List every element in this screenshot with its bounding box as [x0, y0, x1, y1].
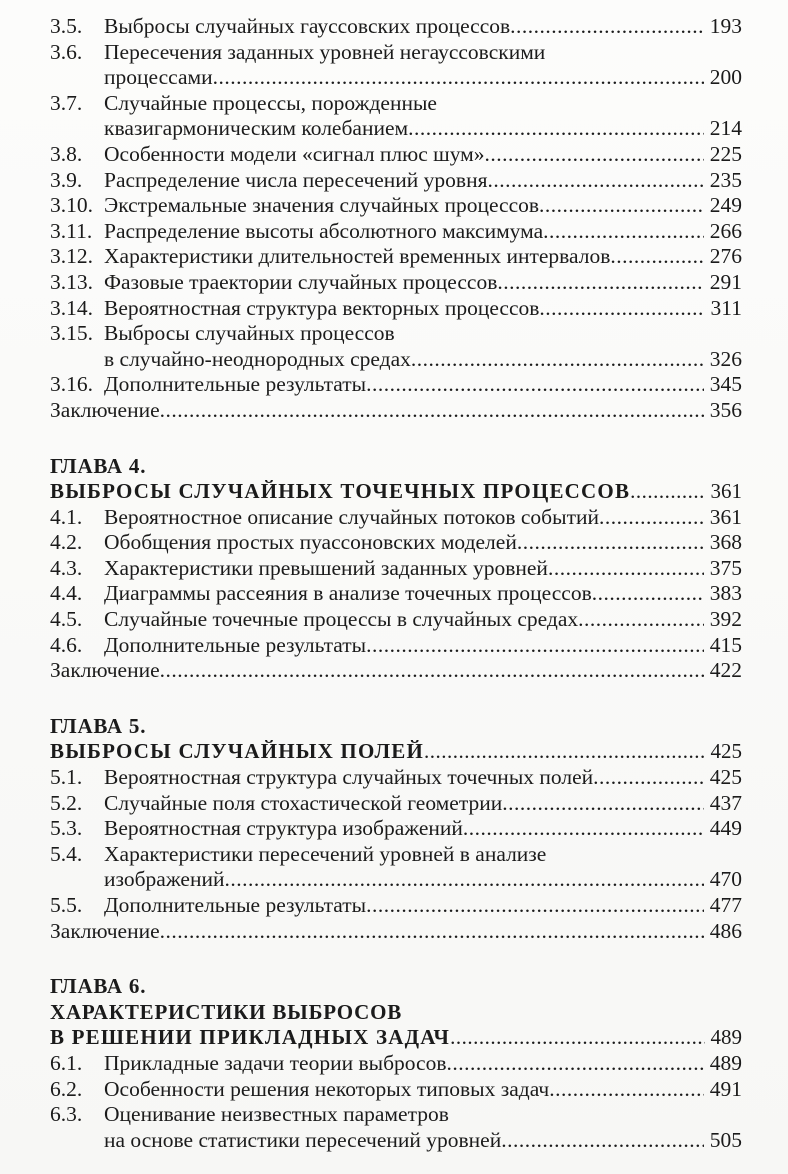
entry-body [104, 1051, 742, 1077]
dot-leader [411, 347, 704, 373]
chapter-title-text: ВЫБРОСЫ СЛУЧАЙНЫХ ПОЛЕЙ [50, 739, 425, 764]
entry-title-line [104, 607, 742, 633]
toc-entry [50, 321, 742, 372]
page-number: 311 [710, 295, 742, 320]
entry-title-text: Дополнительные результаты [104, 893, 367, 917]
entry-title-text: Дополнительные результаты [104, 632, 367, 657]
dot-leader [497, 270, 703, 296]
section-number: 3.5. [50, 14, 83, 38]
entry-title-line: Оценивание неизвестных параметров [104, 1102, 449, 1127]
section-number: 5.3. [50, 816, 83, 841]
toc-entry [50, 296, 742, 322]
section-number: 6.3. [50, 1102, 83, 1127]
dot-leader [366, 372, 704, 398]
toc-entry [50, 505, 742, 531]
section-number: 3.9. [50, 167, 83, 192]
toc-entry [50, 1102, 742, 1153]
page-number: 225 [709, 141, 742, 166]
entry-title-line [104, 1077, 742, 1103]
dot-leader [543, 219, 704, 245]
page-number: 193 [709, 14, 742, 38]
page-number: 505 [709, 1127, 742, 1152]
entry-title-line [104, 505, 742, 531]
section-number: 5.5. [50, 893, 83, 917]
entry-title-line: Случайные процессы, порожденные [104, 90, 437, 115]
section-number: 3.14. [50, 295, 93, 320]
dot-leader [630, 479, 704, 505]
toc-entry [50, 1077, 742, 1103]
entry-title-text: Случайные поля стохастической геометрии [104, 790, 503, 815]
entry-title-text: Дополнительные результаты [104, 372, 367, 397]
page-number: 345 [709, 372, 742, 397]
page-number: 491 [709, 1076, 742, 1101]
entry-title-line [104, 556, 742, 582]
entry-title-text: Вероятностная структура случайных точечных полей [104, 765, 594, 790]
toc-entry [50, 372, 742, 398]
entry-title-text: Особенности модели «сигнал плюс шум» [104, 141, 485, 166]
entry-body [104, 219, 742, 245]
entry-title-line [104, 168, 742, 194]
entry-title-text: Фазовые траектории случайных процессов [104, 269, 498, 294]
section-number: 4.5. [50, 607, 83, 632]
chapter-spacer [50, 424, 742, 454]
page-number: 392 [709, 607, 742, 632]
entry-title-line [104, 347, 742, 373]
entry-body [104, 1077, 742, 1103]
entry-body [104, 842, 742, 893]
entry-title-text: Заключение [50, 658, 160, 683]
page-number: 477 [709, 893, 742, 917]
dot-leader [408, 116, 704, 142]
entry-body [104, 142, 742, 168]
toc-entry [50, 40, 742, 91]
entry-title-text: на основе статистики пересечений уровней [104, 1127, 502, 1152]
entry-body [104, 244, 742, 270]
dot-leader [578, 607, 704, 633]
entry-body [104, 893, 742, 919]
section-number: 5.4. [50, 841, 83, 866]
entry-title-line [104, 270, 742, 296]
toc-entry [50, 556, 742, 582]
entry-title-text: Вероятностное описание случайных потоков событий [104, 504, 599, 529]
toc-entry [50, 14, 742, 40]
section-number: 5.2. [50, 790, 83, 815]
toc-entry [50, 398, 742, 424]
toc-entry [50, 791, 742, 817]
page-number: 422 [709, 658, 742, 683]
entry-title-line [104, 193, 742, 219]
section-number: 3.6. [50, 39, 83, 64]
entry-body [104, 193, 742, 219]
dot-leader [463, 816, 704, 842]
page-number: 383 [709, 581, 742, 606]
section-number: 3.15. [50, 321, 93, 346]
toc-entry [50, 193, 742, 219]
dot-leader [502, 791, 704, 817]
dot-leader [485, 142, 704, 168]
chapter-label: ГЛАВА 6. [50, 974, 147, 999]
toc-entry [50, 244, 742, 270]
toc-entry [50, 581, 742, 607]
entry-title-line [104, 14, 742, 40]
toc-entry [50, 842, 742, 893]
page-number: 489 [709, 1050, 742, 1075]
entry-title-text: Особенности решения некоторых типовых задач [104, 1076, 550, 1101]
dot-leader [539, 193, 704, 219]
page-number: 235 [709, 167, 742, 192]
dot-leader [225, 867, 704, 893]
page-number: 291 [709, 269, 742, 294]
section-number: 6.1. [50, 1050, 83, 1075]
page-number: 356 [709, 397, 742, 422]
section-number: 6.2. [50, 1076, 83, 1101]
table-of-contents [50, 14, 742, 1153]
entry-title-line [104, 867, 742, 893]
entry-title-text: квазигармоническим колебанием [104, 116, 409, 141]
entry-title-text: Обобщения простых пуассоновских моделей [104, 530, 517, 555]
dot-leader [610, 244, 703, 270]
dot-leader [450, 1025, 704, 1051]
page-number: 437 [709, 790, 742, 815]
entry-body [104, 581, 742, 607]
entry-body [104, 321, 742, 372]
entry-title-line [104, 1128, 742, 1154]
entry-body [50, 919, 742, 945]
page-number: 368 [709, 530, 742, 555]
chapter-title-line [50, 479, 742, 505]
toc-entry [50, 91, 742, 142]
entry-body [104, 633, 742, 659]
page-number: 249 [709, 193, 742, 218]
entry-title-text: Заключение [50, 397, 160, 422]
page-number: 361 [709, 504, 742, 529]
page-number: 470 [709, 867, 742, 892]
chapter-label: ГЛАВА 4. [50, 453, 147, 478]
toc-entry [50, 1051, 742, 1077]
dot-leader [366, 633, 704, 659]
entry-body [104, 372, 742, 398]
page-number: 486 [709, 918, 742, 943]
page-number: 415 [709, 632, 742, 657]
entry-body [50, 398, 742, 424]
entry-body [104, 168, 742, 194]
section-number: 3.7. [50, 90, 83, 115]
section-number: 3.16. [50, 372, 93, 397]
section-number: 4.4. [50, 581, 83, 606]
entry-title-line [104, 530, 742, 556]
entry-title-text: Характеристики превышений заданных уровней [104, 555, 548, 580]
entry-title-line [104, 893, 742, 919]
section-number: 3.12. [50, 244, 93, 269]
entry-title-text: Диаграммы рассеяния в анализе точечных процессов [104, 581, 592, 606]
entry-body [104, 505, 742, 531]
entry-body [104, 816, 742, 842]
entry-title-text: Вероятностная структура изображений [104, 816, 463, 841]
dot-leader [510, 14, 704, 40]
entry-title-text: Распределение высоты абсолютного максимума [104, 218, 544, 243]
dot-leader [593, 765, 704, 791]
entry-title-line [104, 219, 742, 245]
toc-entry [50, 816, 742, 842]
toc-entry [50, 270, 742, 296]
page-number: 425 [709, 765, 742, 790]
chapter-title-line: ХАРАКТЕРИСТИКИ ВЫБРОСОВ [50, 999, 403, 1024]
page-number: 200 [709, 65, 742, 90]
dot-leader [160, 658, 704, 684]
toc-entry [50, 219, 742, 245]
entry-title-text: изображений [104, 867, 225, 892]
entry-title-text: Заключение [50, 918, 160, 943]
entry-body [104, 607, 742, 633]
dot-leader [366, 893, 704, 919]
toc-entry [50, 168, 742, 194]
entry-body [104, 791, 742, 817]
dot-leader [539, 296, 704, 322]
entry-title-text: Характеристики длительностей временных интервалов [104, 244, 611, 269]
page-number: 214 [709, 116, 742, 141]
page-number: 449 [709, 816, 742, 841]
entry-title-text: процессами [104, 65, 213, 90]
chapter-spacer [50, 944, 742, 974]
entry-title-line [50, 919, 742, 945]
entry-title-text: Распределение числа пересечений уровня [104, 167, 488, 192]
toc-entry [50, 765, 742, 791]
entry-title-text: Экстремальные значения случайных процессов [104, 193, 540, 218]
toc-entry [50, 530, 742, 556]
chapter-page-number: 361 [710, 479, 742, 504]
entry-body [50, 658, 742, 684]
chapter-page-number: 489 [710, 1025, 742, 1050]
page-number: 375 [709, 555, 742, 580]
entry-title-text: в случайно-неоднородных средах [104, 346, 411, 371]
entry-body [104, 1102, 742, 1153]
entry-title-line [104, 142, 742, 168]
chapter-title-line [50, 1025, 742, 1051]
section-number: 4.3. [50, 555, 83, 580]
dot-leader [501, 1128, 704, 1154]
dot-leader [424, 739, 704, 765]
entry-body [104, 765, 742, 791]
entry-body [104, 40, 742, 91]
entry-body [104, 14, 742, 40]
section-number: 3.11. [50, 218, 93, 243]
chapter-page-number: 425 [710, 739, 742, 764]
entry-body [104, 556, 742, 582]
dot-leader [160, 919, 704, 945]
entry-title-line [104, 296, 742, 322]
entry-title-text: Вероятностная структура векторных процессов [104, 295, 540, 320]
entry-title-line [104, 633, 742, 659]
section-number: 4.6. [50, 632, 83, 657]
entry-title-line [104, 765, 742, 791]
dot-leader [517, 530, 704, 556]
entry-body [104, 296, 742, 322]
toc-entry [50, 633, 742, 659]
toc-entry [50, 919, 742, 945]
dot-leader [592, 581, 704, 607]
toc-entry [50, 607, 742, 633]
entry-title-line [104, 372, 742, 398]
chapter-label: ГЛАВА 5. [50, 713, 147, 738]
chapter-title-text: ВЫБРОСЫ СЛУЧАЙНЫХ ТОЧЕЧНЫХ ПРОЦЕССОВ [50, 479, 631, 504]
toc-entry [50, 142, 742, 168]
entry-title-text: Прикладные задачи теории выбросов [104, 1050, 447, 1075]
page-number: 326 [709, 346, 742, 371]
entry-title-line: Выбросы случайных процессов [104, 321, 395, 346]
entry-body [104, 270, 742, 296]
entry-title-line [104, 116, 742, 142]
entry-title-line [104, 581, 742, 607]
entry-title-text: Случайные точечные процессы в случайных средах [104, 607, 579, 632]
dot-leader [599, 505, 704, 531]
entry-title-line [104, 1051, 742, 1077]
page-number: 266 [709, 218, 742, 243]
chapter-title-line [50, 739, 742, 765]
dot-leader [160, 398, 704, 424]
entry-title-line: Пересечения заданных уровней негауссовскими [104, 39, 546, 64]
entry-title-line [104, 244, 742, 270]
chapter-spacer [50, 684, 742, 714]
section-number: 3.10. [50, 193, 93, 218]
page-number: 276 [709, 244, 742, 269]
entry-title-line [104, 65, 742, 91]
dot-leader [549, 1077, 704, 1103]
entry-title-line [50, 398, 742, 424]
toc-entry [50, 658, 742, 684]
dot-leader [447, 1051, 704, 1077]
chapter-title-text: В РЕШЕНИИ ПРИКЛАДНЫХ ЗАДАЧ [50, 1025, 451, 1050]
section-number: 4.1. [50, 504, 83, 529]
entry-title-text: Выбросы случайных гауссовских процессов [104, 14, 511, 38]
entry-body [104, 91, 742, 142]
entry-title-line: Характеристики пересечений уровней в анализе [104, 841, 547, 866]
entry-title-line [104, 816, 742, 842]
section-number: 5.1. [50, 765, 83, 790]
section-number: 3.13. [50, 269, 93, 294]
dot-leader [487, 168, 703, 194]
section-number: 4.2. [50, 530, 83, 555]
dot-leader [548, 556, 704, 582]
toc-entry [50, 893, 742, 919]
entry-body [104, 530, 742, 556]
dot-leader [213, 65, 704, 91]
entry-title-line [104, 791, 742, 817]
section-number: 3.8. [50, 141, 83, 166]
entry-title-line [50, 658, 742, 684]
